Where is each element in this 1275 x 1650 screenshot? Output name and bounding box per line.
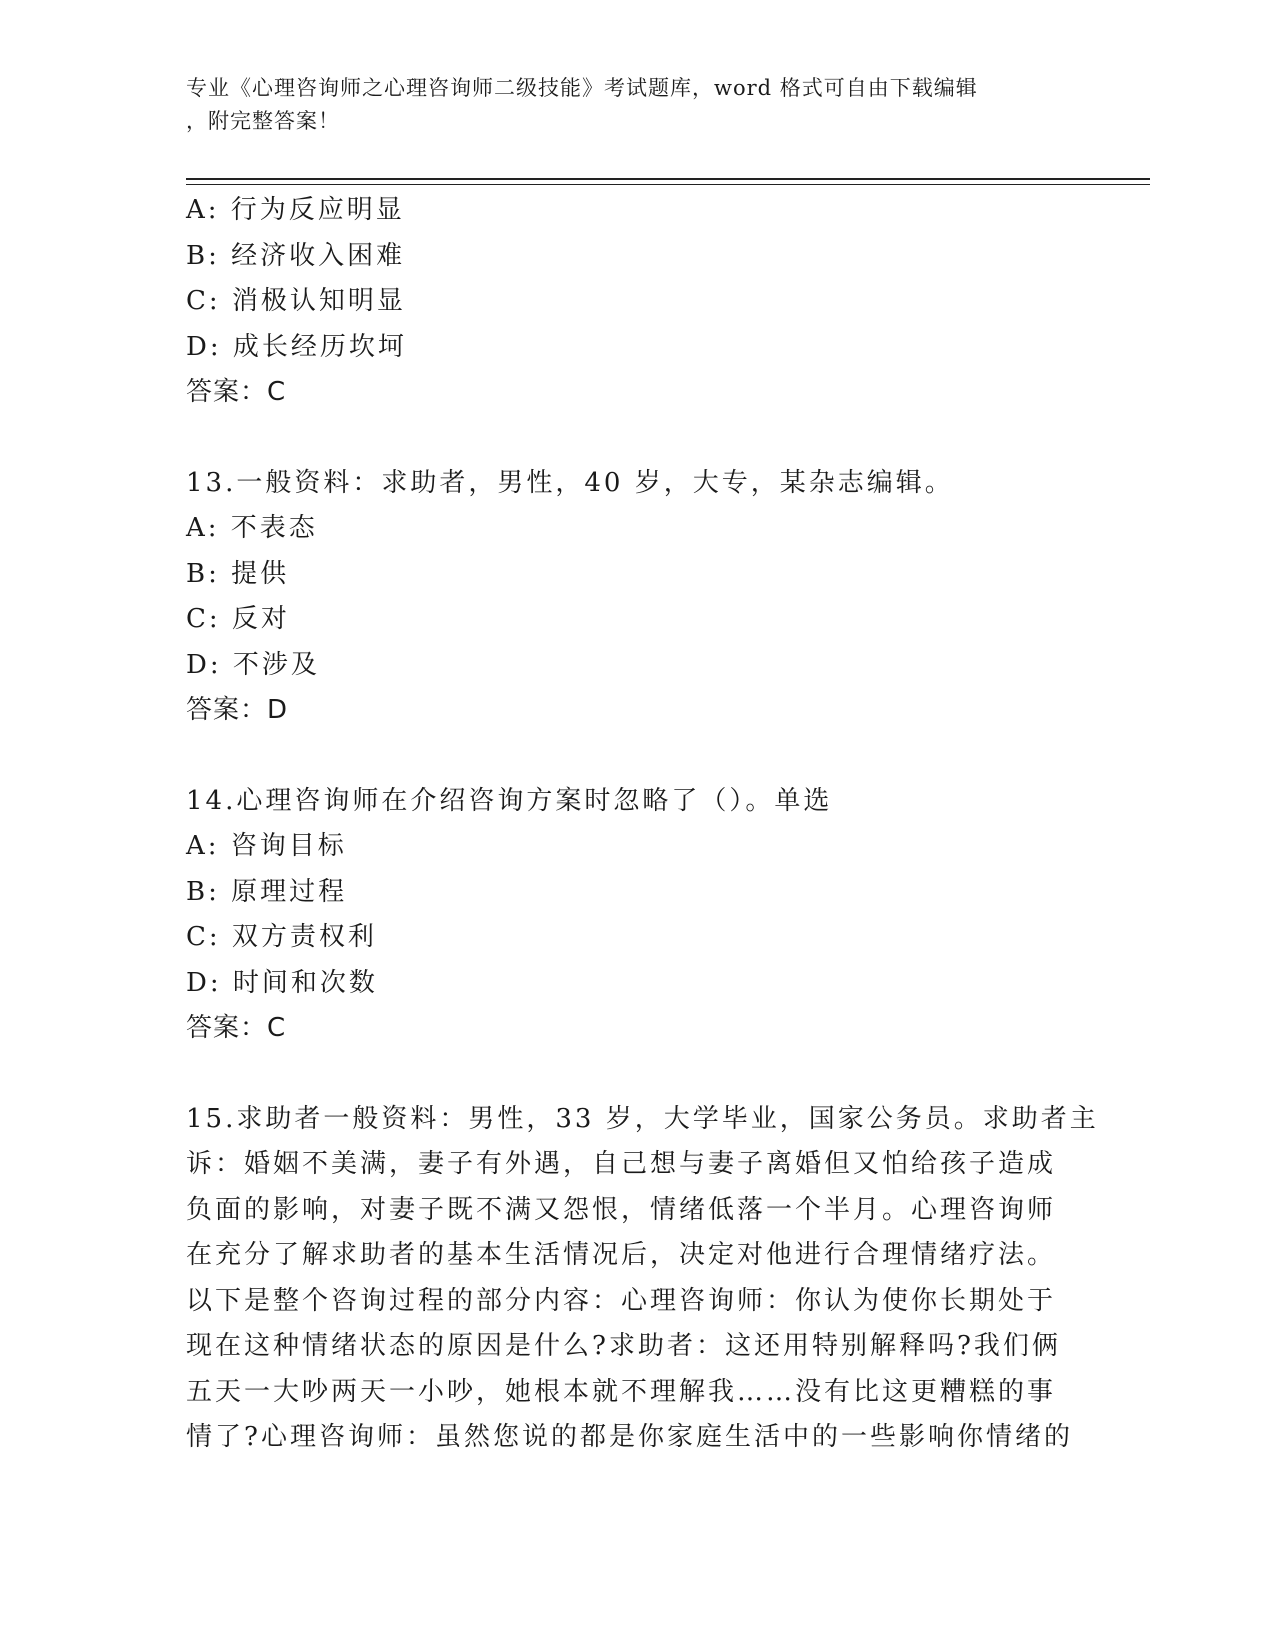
option-d: D: 成长经历坎坷 bbox=[186, 331, 407, 362]
option-b: B: 原理过程 bbox=[186, 876, 348, 907]
header-line-1: 专业《心理咨询师之心理咨询师二级技能》考试题库，word 格式可自由下载编辑 bbox=[186, 76, 978, 100]
document-header bbox=[186, 72, 1066, 138]
question-block-13 bbox=[186, 461, 1086, 734]
header-line-2: ，附完整答案！ bbox=[186, 109, 340, 133]
option-c: C: 双方责权利 bbox=[186, 922, 377, 952]
question-15-line: 15.求助者一般资料：男性，33 岁，大学毕业，国家公务员。求助者主 bbox=[186, 1103, 1099, 1134]
question-15-line: 在充分了解求助者的基本生活情况后，决定对他进行合理情绪疗法。 bbox=[186, 1240, 1057, 1270]
option-b: B: 经济收入困难 bbox=[186, 240, 406, 271]
question-block-12 bbox=[186, 188, 1086, 416]
option-d: D: 不涉及 bbox=[186, 649, 320, 680]
option-c: C: 消极认知明显 bbox=[186, 286, 406, 316]
header-divider-thin bbox=[186, 184, 1150, 185]
answer-line: 答案：D bbox=[186, 695, 289, 725]
question-15-line: 以下是整个咨询过程的部分内容：心理咨询师：你认为使你长期处于 bbox=[186, 1285, 1057, 1316]
question-15-line: 负面的影响，对妻子既不满又怨恨，情绪低落一个半月。心理咨询师 bbox=[186, 1194, 1057, 1225]
question-15-line: 诉：婚姻不美满，妻子有外遇，自己想与妻子离婚但又怕给孩子造成 bbox=[186, 1149, 1057, 1179]
question-15-line: 情了?心理咨询师：虽然您说的都是你家庭生活中的一些影响你情绪的 bbox=[186, 1422, 1073, 1452]
question-15-line: 现在这种情绪状态的原因是什么?求助者：这还用特别解释吗?我们俩 bbox=[186, 1331, 1061, 1361]
question-block-14 bbox=[186, 779, 1086, 1052]
option-b: B: 提供 bbox=[186, 558, 290, 589]
question-stem: 13.一般资料：求助者，男性，40 岁，大专，某杂志编辑。 bbox=[186, 467, 954, 498]
question-15-line: 五天一大吵两天一小吵，她根本就不理解我……没有比这更糟糕的事 bbox=[186, 1376, 1057, 1407]
answer-line: 答案：C bbox=[186, 1013, 287, 1043]
document-body bbox=[186, 188, 1099, 1461]
question-stem: 14.心理咨询师在介绍咨询方案时忽略了（）。单选 bbox=[186, 785, 833, 816]
answer-line: 答案：C bbox=[186, 377, 287, 407]
option-d: D: 时间和次数 bbox=[186, 967, 378, 998]
header-divider-thick bbox=[186, 178, 1150, 180]
spacer bbox=[186, 734, 1086, 779]
option-a: A: 行为反应明显 bbox=[186, 195, 405, 225]
option-a: A: 咨询目标 bbox=[186, 831, 347, 861]
spacer bbox=[186, 1052, 1086, 1097]
option-a: A: 不表态 bbox=[186, 513, 318, 543]
question-block-15 bbox=[186, 1097, 1099, 1461]
option-c: C: 反对 bbox=[186, 604, 290, 634]
spacer bbox=[186, 416, 1086, 461]
